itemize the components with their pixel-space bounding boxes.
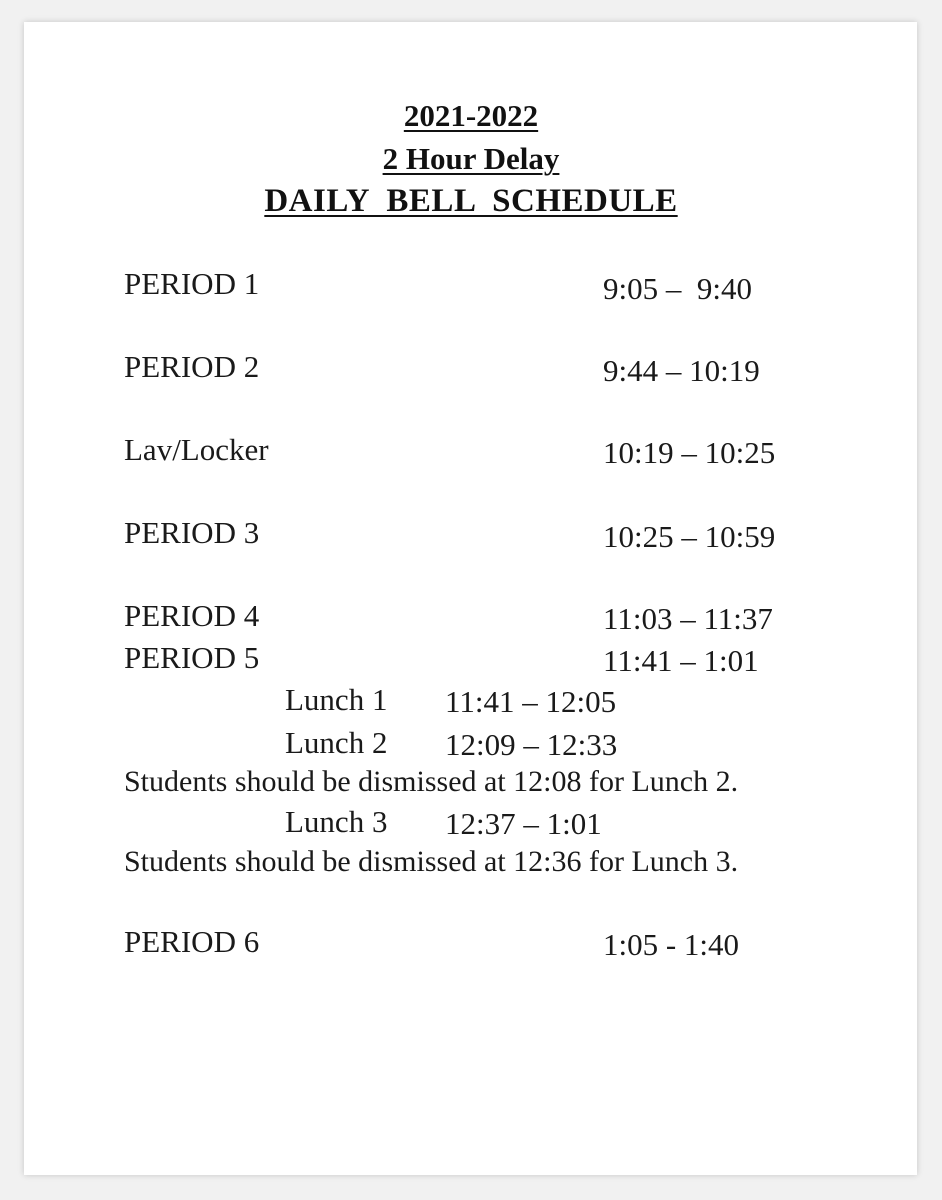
schedule-year: 2021-2022	[403, 98, 539, 133]
lunch-time: 12:09 – 12:33	[445, 727, 618, 762]
period-label: PERIOD 6	[124, 924, 260, 959]
dismissal-note: Students should be dismissed at 12:36 for Lunch 3.	[124, 845, 739, 878]
lunch-label: Lunch 1	[285, 682, 388, 717]
period-time: 10:19 – 10:25	[603, 435, 776, 470]
period-time: 9:05 – 9:40	[603, 271, 752, 306]
period-label: PERIOD 3	[124, 515, 260, 550]
period-time: 1:05 - 1:40	[603, 927, 740, 962]
period-time: 10:25 – 10:59	[603, 519, 776, 554]
dismissal-note: Students should be dismissed at 12:08 for Lunch 2.	[124, 765, 739, 798]
lunch-time: 11:41 – 12:05	[445, 684, 617, 719]
period-label: PERIOD 5	[124, 640, 260, 675]
lunch-label: Lunch 3	[285, 804, 388, 839]
schedule-subtitle: 2 Hour Delay	[382, 141, 560, 176]
period-label: Lav/Locker	[124, 432, 269, 467]
period-time: 11:03 – 11:37	[603, 601, 773, 636]
period-time: 9:44 – 10:19	[603, 353, 760, 388]
lunch-label: Lunch 2	[285, 725, 388, 760]
schedule-title: DAILY BELL SCHEDULE	[264, 183, 678, 219]
lunch-time: 12:37 – 1:01	[445, 806, 602, 841]
period-time: 11:41 – 1:01	[603, 643, 759, 678]
period-label: PERIOD 2	[124, 349, 260, 384]
period-label: PERIOD 1	[124, 266, 260, 301]
period-label: PERIOD 4	[124, 598, 260, 633]
